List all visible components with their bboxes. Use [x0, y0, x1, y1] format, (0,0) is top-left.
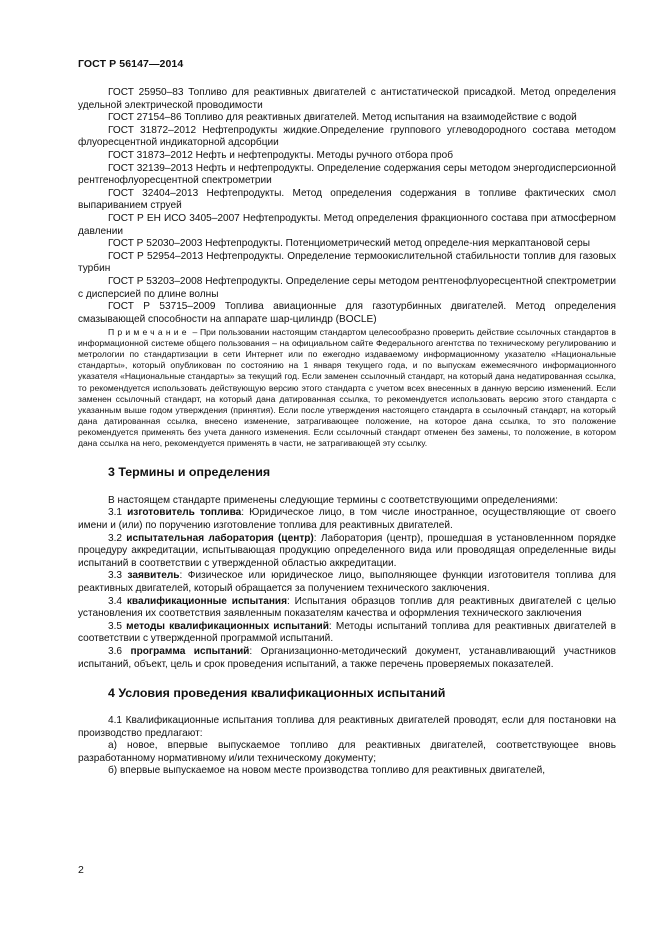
section-4-paragraph: а) новое, впервые выпускаемое топливо для реактивных двигателей, соответствующее вновь разработанному нормативному и/или техническому документу;	[78, 740, 616, 764]
reference-item: ГОСТ 31873–2012 Нефть и нефтепродукты. Методы ручного отбора проб	[108, 149, 453, 161]
term-name: методы квалификационных испытаний	[126, 620, 329, 632]
term-name: испытательная лаборатория (центр)	[126, 532, 314, 544]
section-4-paragraph: 4.1 Квалификационные испытания топлива для реактивных двигателей проводят, если для постановки на производство предлагают:	[78, 715, 616, 739]
term-definition: 3.6 программа испытаний: Организационно-методический документ, устанавливающий участников испытаний, объект, цель и срок проведения испытаний, а также перечень проверяемых показателей.	[78, 645, 617, 670]
term-definition: 3.1 изготовитель топлива: Юридическое лицо, в том числе иностранное, осуществляющие от своего имени и (или) по поручению изготовление топлива для реактивных двигателей.	[78, 507, 617, 531]
references-note	[78, 327, 616, 449]
reference-item: ГОСТ Р 53715–2009 Топлива авиационные для газотурбинных двигателей. Метод определения смазывающей способности на аппарате шар-цилиндр (BOCLE)	[78, 301, 616, 325]
reference-item: ГОСТ 32139–2013 Нефть и нефтепродукты. Определение содержания серы методом энергодисперсионной рентгенофлуоресцентной спектрометрии	[78, 162, 616, 187]
term-definition: 3.5 методы квалификационных испытаний: Методы испытаний топлива для реактивных двигателей в соответствии с утвержденной программой испытаний.	[78, 620, 616, 645]
reference-item: ГОСТ 25950–83 Топливо для реактивных двигателей с антистатической присадкой. Метод определения удельной электрической проводимости	[78, 87, 616, 111]
term-definition: 3.4 квалификационные испытания: Испытания образцов топлив для реактивных двигателей с целью установления их соответствия заявленным показателям качества и оформления технического заключения	[78, 595, 616, 620]
document-code-header: ГОСТ Р 56147—2014	[78, 58, 184, 70]
section-4-heading: 4 Условия проведения квалификационных испытаний	[108, 686, 446, 701]
reference-item: ГОСТ 27154–86 Топливо для реактивных двигателей. Метод испытания на взаимодействие с водой	[108, 112, 577, 124]
term-name: заявитель	[127, 570, 180, 582]
term-definition: 3.3 заявитель: Физическое или юридическое лицо, выполняющее функции изготовителя топлива для реактивных двигателей, который обращается за получением технического заключения.	[78, 570, 616, 594]
term-name: квалификационные испытания	[126, 595, 288, 607]
section-3-intro: В настоящем стандарте применены следующие термины с соответствующими определениями:	[108, 494, 558, 506]
note-text: – При пользовании настоящим стандартом целесообразно проверить действие ссылочных стандартов в информационной системе общего пользования – на официальном сайте Федерального агентства по техническому регулированию и метрологии по стандартизации в сети Интернет или по ежегодно издаваемому информационному указателю «Национальные стандарты», который опубликован по состоянию на 1 января текущего года, и по выпускам ежемесячного информационного указателя «Национальные стандарты» за текущий год. Если заменен ссылочный стандарт, на который дана недатированная ссылка, то рекомендуется использовать действующую версию этого стандарта с учетом всех внесенных в данную версию изменений. Если заменен ссылочный стандарт, на который дана датированная ссылка, то рекомендуется использовать версию этого стандарта с указанным выше годом утверждения (принятия). Если после утверждения настоящего стандарта в ссылочный стандарт, на который дана датированная ссылка, внесено изменение, затрагивающее положение, на которое дана ссылка, то это положение рекомендуется применять без учета данного изменения. Если ссылочный стандарт отменен без замены, то положение, в котором дана ссылка на него, рекомендуется применять в части, не затрагивающей эту ссылку.	[78, 327, 616, 448]
term-name: программа испытаний	[130, 645, 250, 657]
reference-item: ГОСТ 31872–2012 Нефтепродукты жидкие.Определение группового углеводородного состава методом флуоресцентной индикаторной адсорбции	[78, 124, 616, 149]
page-content	[78, 87, 616, 778]
reference-item: ГОСТ Р 52954–2013 Нефтепродукты. Определение термоокислительной стабильности топлив для газовых турбин	[78, 250, 616, 275]
normative-references-list	[78, 87, 616, 326]
reference-item: ГОСТ 32404–2013 Нефтепродукты. Метод определения содержания в топливе фактических смол выпариванием струей	[78, 187, 616, 212]
section-3-heading: 3 Термины и определения	[108, 464, 271, 479]
reference-item: ГОСТ Р 53203–2008 Нефтепродукты. Определение серы методом рентгенофлуоресцентной спектрометрии с дисперсией по длине волны	[78, 275, 616, 300]
reference-item: ГОСТ Р 52030–2003 Нефтепродукты. Потенциометрический метод определе-ния меркаптановой серы	[108, 238, 591, 250]
section-4-paragraph: б) впервые выпускаемое на новом месте производства топливо для реактивных двигателей,	[108, 765, 546, 777]
term-name: изготовитель топлива	[127, 507, 242, 519]
page-number: 2	[78, 864, 84, 876]
reference-item: ГОСТ Р ЕН ИСО 3405–2007 Нефтепродукты. Метод определения фракционного состава при атмосферном давлении	[78, 212, 616, 237]
note-label: Примечание	[108, 327, 190, 338]
term-definition: 3.2 испытательная лаборатория (центр): Лаборатория (центр), прошедшая в установленнном порядке процедуру аккредитации, испытывающая продукцию определенного вида или проводящая определенные виды испытаний в соответствии с утвержденной областью аккредитации.	[78, 532, 616, 569]
